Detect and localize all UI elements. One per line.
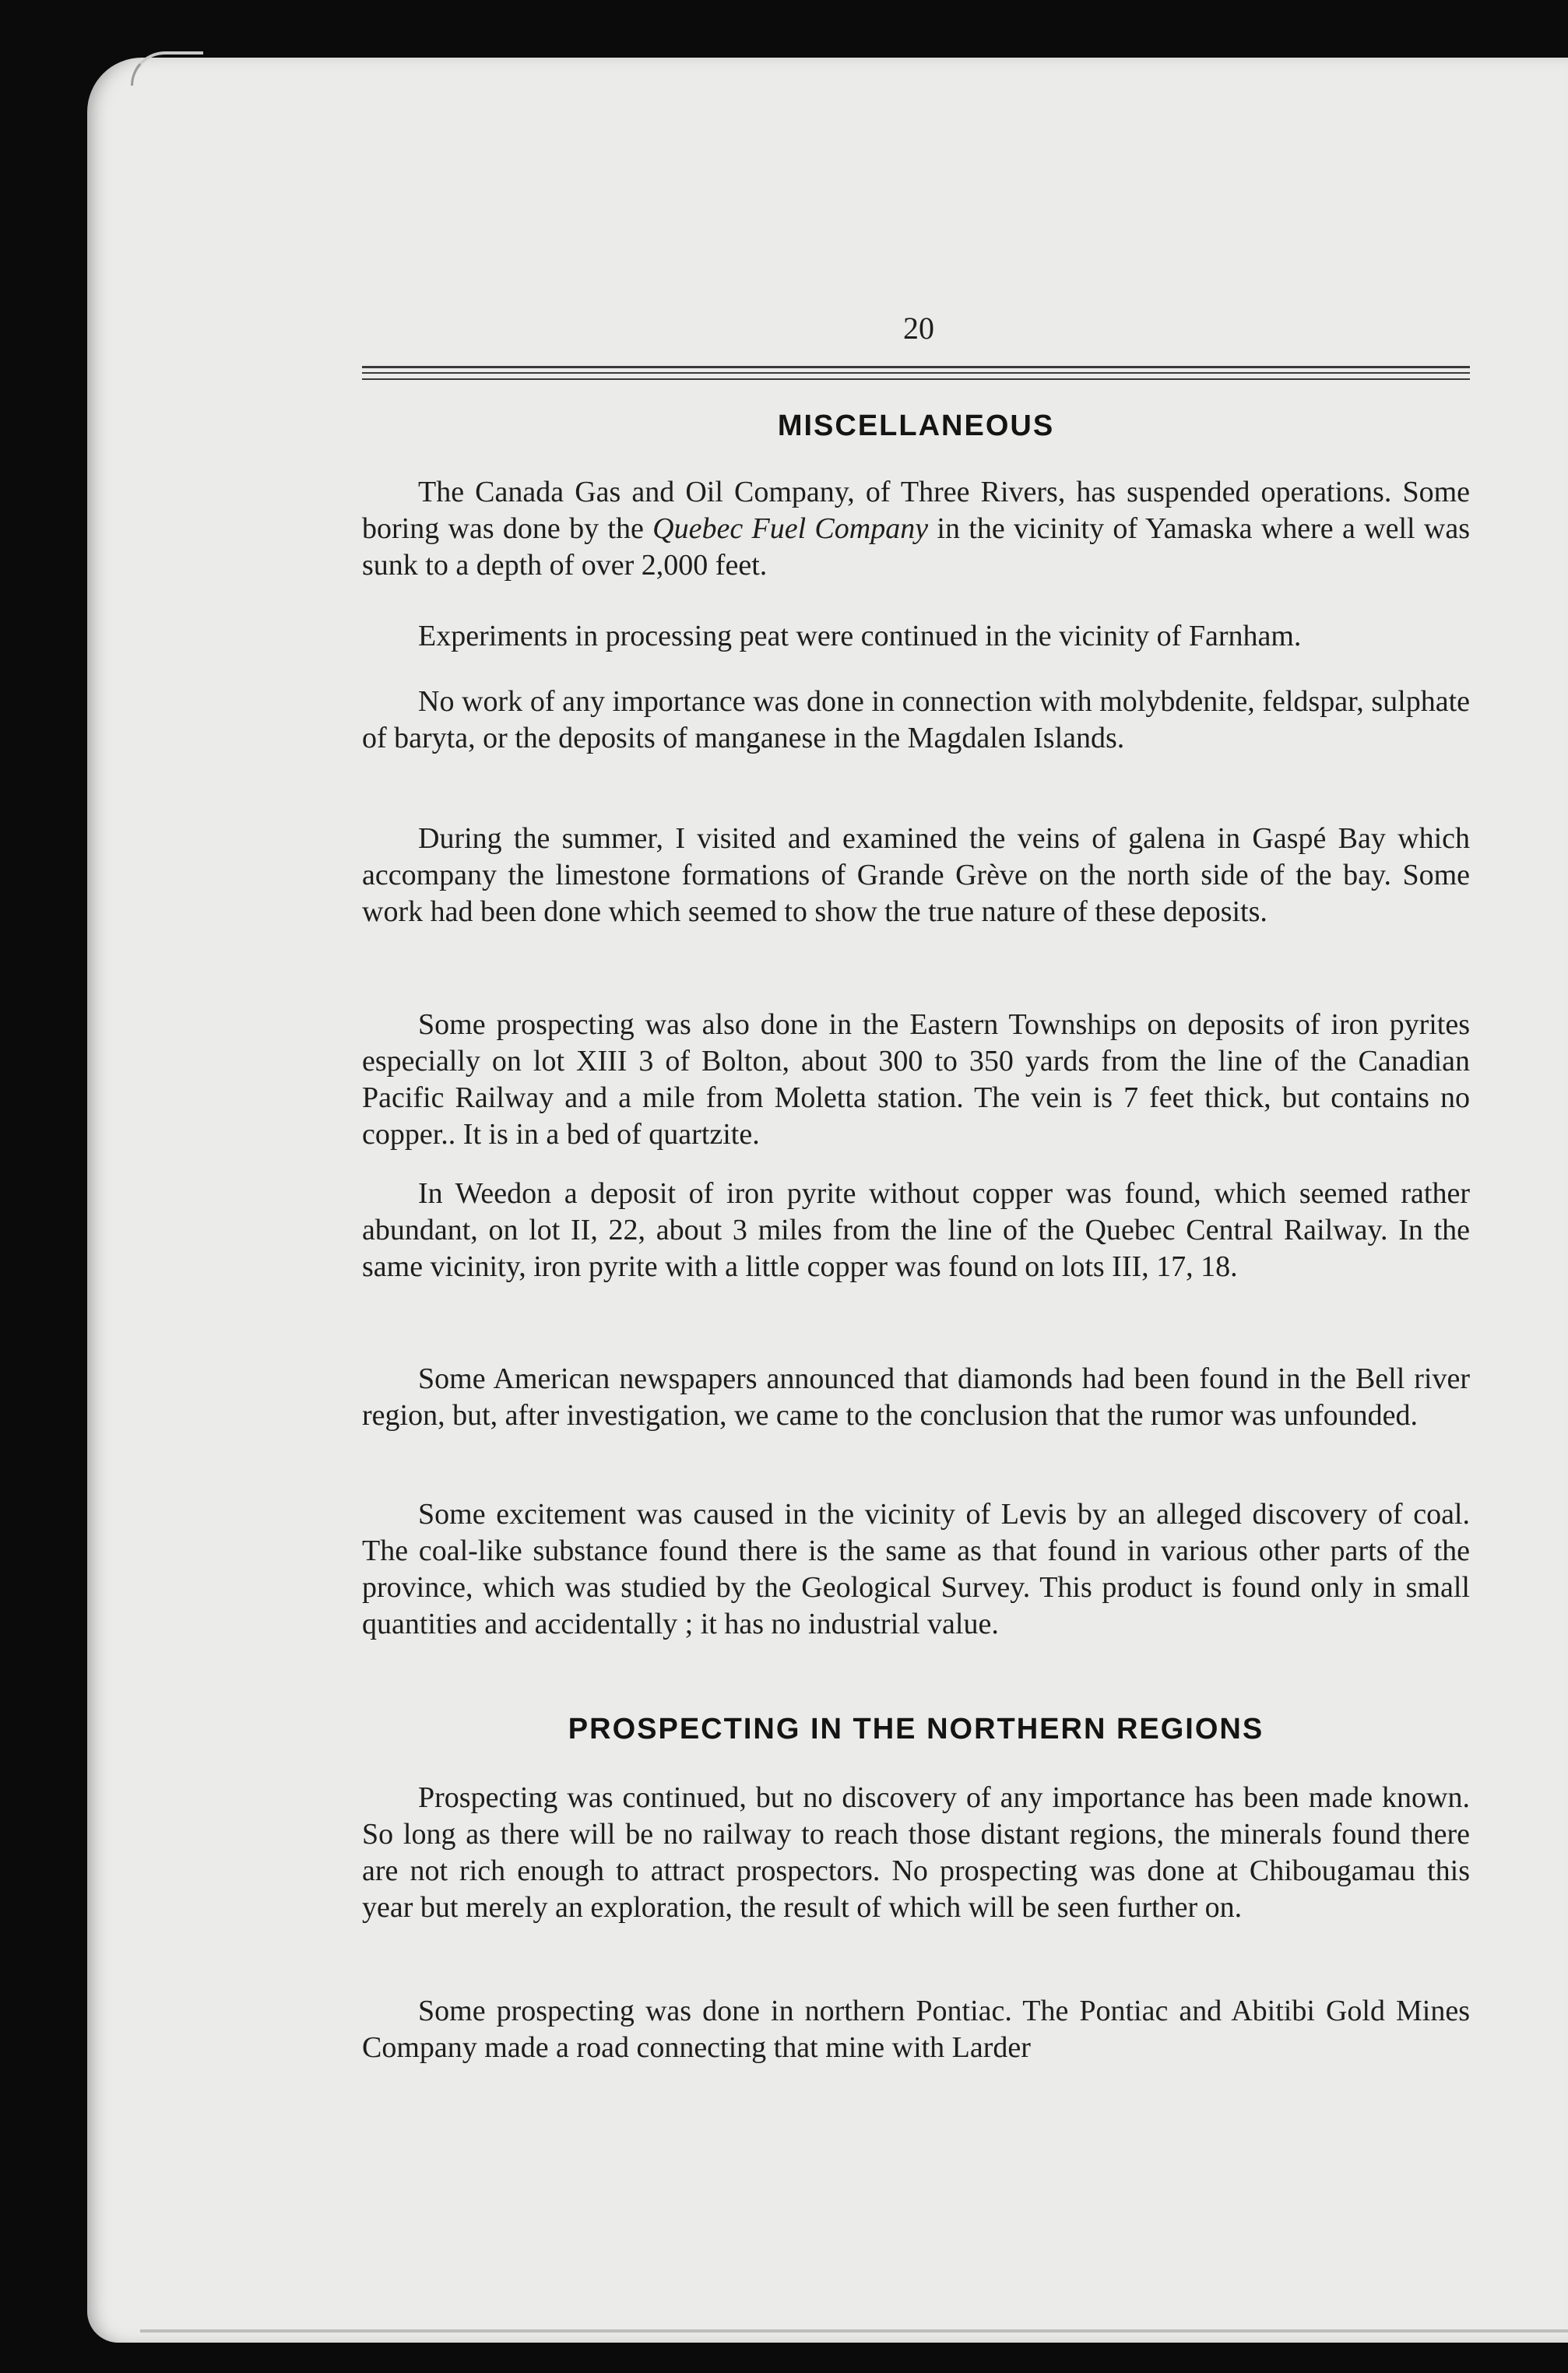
paragraph-text: During the summer, I visited and examined the veins of galena in Gaspé Bay which accompany the limestone formations of Grande Grève on the north side of the bay. Some work had been done which seemed to show the true nature of these deposits. bbox=[362, 822, 1470, 928]
paragraph bbox=[362, 821, 1470, 930]
header-rule bbox=[362, 378, 1470, 380]
company-name-italic: Quebec Fuel Company bbox=[652, 512, 929, 545]
section-heading-miscellaneous: MISCELLANEOUS bbox=[777, 410, 1055, 442]
paragraph bbox=[362, 1361, 1470, 1434]
paragraph bbox=[362, 618, 1470, 655]
page-number: 20 bbox=[903, 311, 934, 346]
paragraph bbox=[362, 474, 1470, 584]
paragraph-text: Prospecting was continued, but no discovery of any importance has been made known. So long as there will be no railway to reach those distant regions, the minerals found there are not rich enough to attract prospectors. No prospecting was done at Chibougamau this year but merely an exploration, the result of which will be seen further on. bbox=[362, 1781, 1470, 1924]
header-rule bbox=[362, 372, 1470, 374]
paragraph-text: Experiments in processing peat were continued in the vicinity of Farnham. bbox=[418, 620, 1302, 652]
paragraph bbox=[362, 1993, 1470, 2066]
paragraph bbox=[362, 1780, 1470, 1926]
paragraph-text: in the vicinity of Yamaska where a well was sunk to a depth of over 2,000 feet. bbox=[362, 512, 1470, 582]
paragraph-text: The Canada Gas and Oil Company, of Three Rivers, has suspended operations. Some boring was done by the bbox=[362, 476, 1470, 545]
paragraph bbox=[362, 1496, 1470, 1643]
section-heading-prospecting: PROSPECTING IN THE NORTHERN REGIONS bbox=[568, 1713, 1264, 1745]
paragraph bbox=[362, 1007, 1470, 1153]
paragraph bbox=[362, 1176, 1470, 1285]
paragraph-text: In Weedon a deposit of iron pyrite without copper was found, which seemed rather abundant, on lot II, 22, about 3 miles from the line of the Quebec Central Railway. In the same vicinity, iron pyrite with a little copper was found on lots III, 17, 18. bbox=[362, 1177, 1470, 1283]
paragraph-text: Some prospecting was also done in the Eastern Townships on deposits of iron pyrites especially on lot XIII 3 of Bolton, about 300 to 350 yards from the line of the Canadian Pacific Railway and a mile from Moletta station. The vein is 7 feet thick, but contains no copper.. It is in a bed of quartzite. bbox=[362, 1008, 1470, 1151]
paragraph bbox=[362, 684, 1470, 757]
paragraph-text: No work of any importance was done in connection with molybdenite, feldspar, sulphate of baryta, or the deposits of manganese in the Magdalen Islands. bbox=[362, 685, 1470, 754]
paragraph-text: Some excitement was caused in the vicinity of Levis by an alleged discovery of coal. The coal-like substance found there is the same as that found in various other parts of the province, which was studied by the Geological Survey. This product is found only in small quantities and accidentally ; it has no industrial value. bbox=[362, 1498, 1470, 1640]
paragraph-text: Some prospecting was done in northern Pontiac. The Pontiac and Abitibi Gold Mines Company made a road connecting that mine with Larder bbox=[362, 1995, 1470, 2064]
paragraph-text: Some American newspapers announced that diamonds had been found in the Bell river region, but, after investigation, we came to the conclusion that the rumor was unfounded. bbox=[362, 1362, 1470, 1432]
header-rule bbox=[362, 366, 1470, 368]
